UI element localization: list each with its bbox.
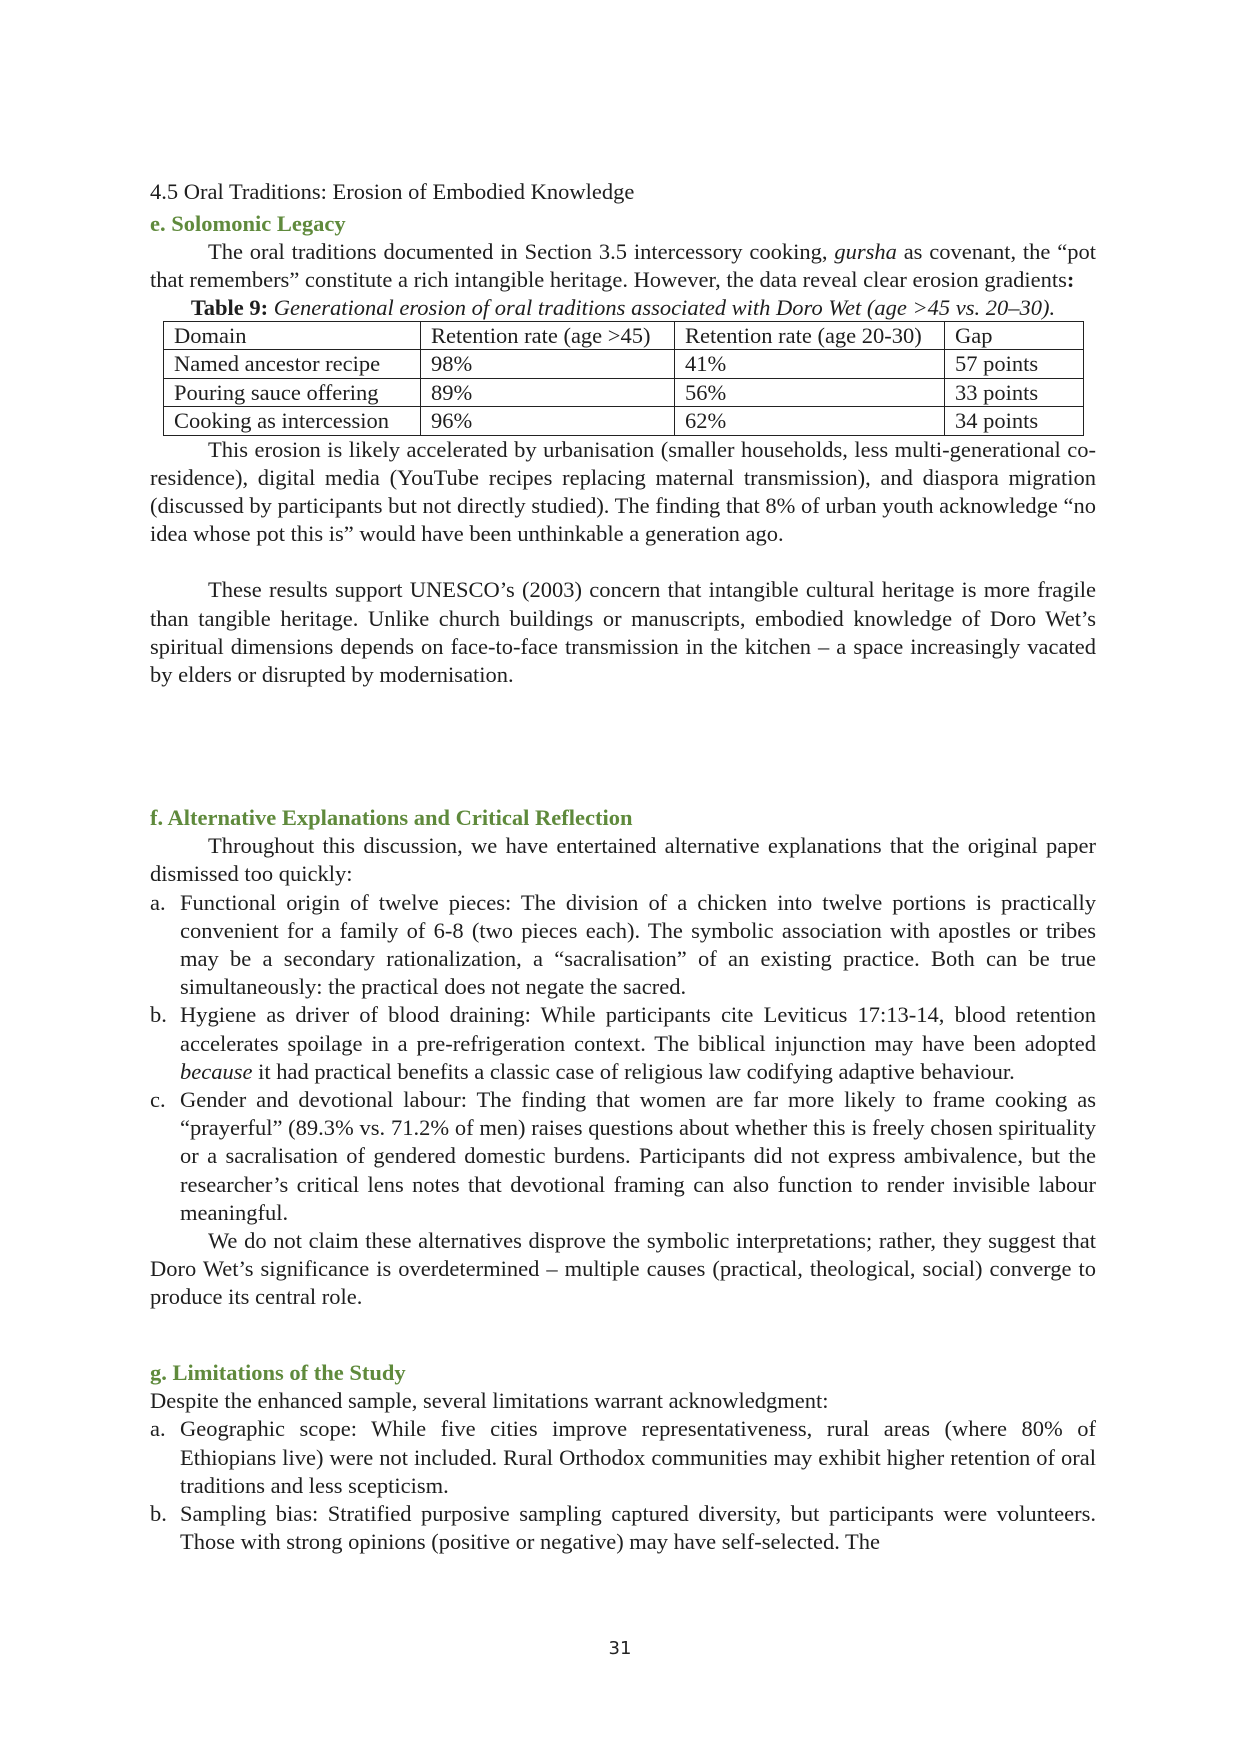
list-item	[150, 1001, 1096, 1086]
paragraph-f-intro: Throughout this discussion, we have entertained alternative explanations that the original paper dismissed too quickly:	[150, 833, 1096, 887]
text-run: The oral traditions documented in Section 3.5 intercessory cooking,	[208, 239, 835, 265]
list-item-text: Functional origin of twelve pieces: The division of a chicken into twelve portions is practically convenient for a family of 6-8 (two pieces each). The symbolic association with apostles or tribes may be a secondary rationalization, a “sacralisation” of an existing practice. Both can be true simultaneously: the practical does not negate the sacred.	[180, 889, 1096, 1000]
list-marker: c.	[150, 1087, 166, 1113]
list-item	[150, 1086, 1096, 1227]
section-e	[150, 210, 1096, 689]
list-item-text: Geographic scope: While five cities improve representativeness, rural areas (where 80% of Ethiopians live) were not included. Rural Orthodox communities may exhibit higher retention of oral traditions and less scepticism.	[180, 1416, 1096, 1498]
table-caption-text: Generational erosion of oral traditions associated with Doro Wet (age >45 vs. 20–30).	[268, 294, 1056, 320]
table-row	[164, 378, 1084, 407]
table-label: Table 9:	[190, 294, 269, 320]
table-row	[164, 350, 1084, 379]
paragraph-f-closing: We do not claim these alternatives disprove the symbolic interpretations; rather, they suggest that Doro Wet’s significance is overdetermined – multiple causes (practical, theological, social) converge to produce its central role.	[150, 1228, 1096, 1310]
table-row	[164, 407, 1084, 436]
alternatives-list	[150, 889, 1096, 1227]
table-header-row	[164, 321, 1084, 350]
colon: :	[1066, 267, 1075, 293]
section-f	[150, 804, 1096, 1312]
table-cell: 98%	[421, 350, 675, 379]
header-cell: Domain	[164, 321, 421, 350]
list-item	[150, 1500, 1096, 1556]
table-cell: 41%	[675, 350, 945, 379]
text-run: as covenant, the “pot that remembers” constitute a rich intangible heritage. However, the data reveal clear erosion gradients	[150, 239, 1096, 293]
table-cell: 96%	[421, 407, 675, 436]
emphasis-because: because	[180, 1058, 253, 1084]
header-cell: Gap	[945, 321, 1084, 350]
list-item	[150, 889, 1096, 1002]
list-marker: b.	[150, 1002, 167, 1028]
paragraph-erosion-causes: This erosion is likely accelerated by urbanisation (smaller households, less multi-generational co-residence), digital media (YouTube recipes replacing maternal transmission), and diaspora migration (discussed by participants but not directly studied). The finding that 8% of urban youth acknowledge “no idea whose pot this is” would have been unthinkable a generation ago.	[150, 436, 1096, 547]
paragraph-oral-traditions	[150, 238, 1096, 294]
header-cell: Retention rate (age 20-30)	[675, 321, 945, 350]
heading-limitations: g. Limitations of the Study	[150, 1360, 406, 1385]
table-cell: 34 points	[945, 407, 1084, 436]
list-item-text: Hygiene as driver of blood draining: While participants cite Leviticus 17:13-14, blood retention accelerates spoilage in a pre-refrigeration context. The biblical injunction may have been adopted	[180, 1002, 1096, 1056]
emphasis-gursha: gursha	[834, 239, 897, 265]
table-cell: 56%	[675, 378, 945, 407]
table-cell: 33 points	[945, 378, 1084, 407]
header-cell: Retention rate (age >45)	[421, 321, 675, 350]
list-marker: a.	[150, 1416, 166, 1442]
table-cell: Named ancestor recipe	[164, 350, 421, 379]
section-title: 4.5 Oral Traditions: Erosion of Embodied Knowledge	[150, 179, 635, 204]
heading-alternative-explanations: f. Alternative Explanations and Critical Reflection	[150, 805, 633, 830]
table-cell: Cooking as intercession	[164, 407, 421, 436]
table-cell: 62%	[675, 407, 945, 436]
paragraph-g-intro: Despite the enhanced sample, several limitations warrant acknowledgment:	[150, 1388, 829, 1414]
list-marker: a.	[150, 889, 166, 915]
list-item	[150, 1415, 1096, 1500]
table-cell: Pouring sauce offering	[164, 378, 421, 407]
section-g	[150, 1359, 1096, 1556]
page-number: 31	[608, 1638, 632, 1659]
heading-solomonic-legacy: e. Solomonic Legacy	[150, 211, 346, 236]
list-item-text: Gender and devotional labour: The finding that women are far more likely to frame cooking as “prayerful” (89.3% vs. 71.2% of men) raises questions about whether this is freely chosen spirituality or a sacralisation of gendered domestic burdens. Participants did not express ambivalence, but the researcher’s critical lens notes that devotional framing can also function to render invisible labour meaningful.	[180, 1087, 1096, 1225]
list-item-text: Sampling bias: Stratified purposive sampling captured diversity, but participants were volunteers. Those with strong opinions (positive or negative) may have self-selected. The	[180, 1501, 1096, 1555]
list-item-text: it had practical benefits a classic case of religious law codifying adaptive behaviour.	[252, 1058, 1015, 1084]
table-cell: 57 points	[945, 350, 1084, 379]
table-cell: 89%	[421, 378, 675, 407]
erosion-table	[163, 321, 1084, 436]
paragraph-unesco: These results support UNESCO’s (2003) concern that intangible cultural heritage is more fragile than tangible heritage. Unlike church buildings or manuscripts, embodied knowledge of Doro Wet’s spiritual dimensions depends on face-to-face transmission in the kitchen – a space increasingly vacated by elders or disrupted by modernisation.	[150, 577, 1096, 688]
limitations-list	[150, 1415, 1096, 1556]
list-marker: b.	[150, 1501, 167, 1527]
table-caption	[150, 295, 1096, 321]
